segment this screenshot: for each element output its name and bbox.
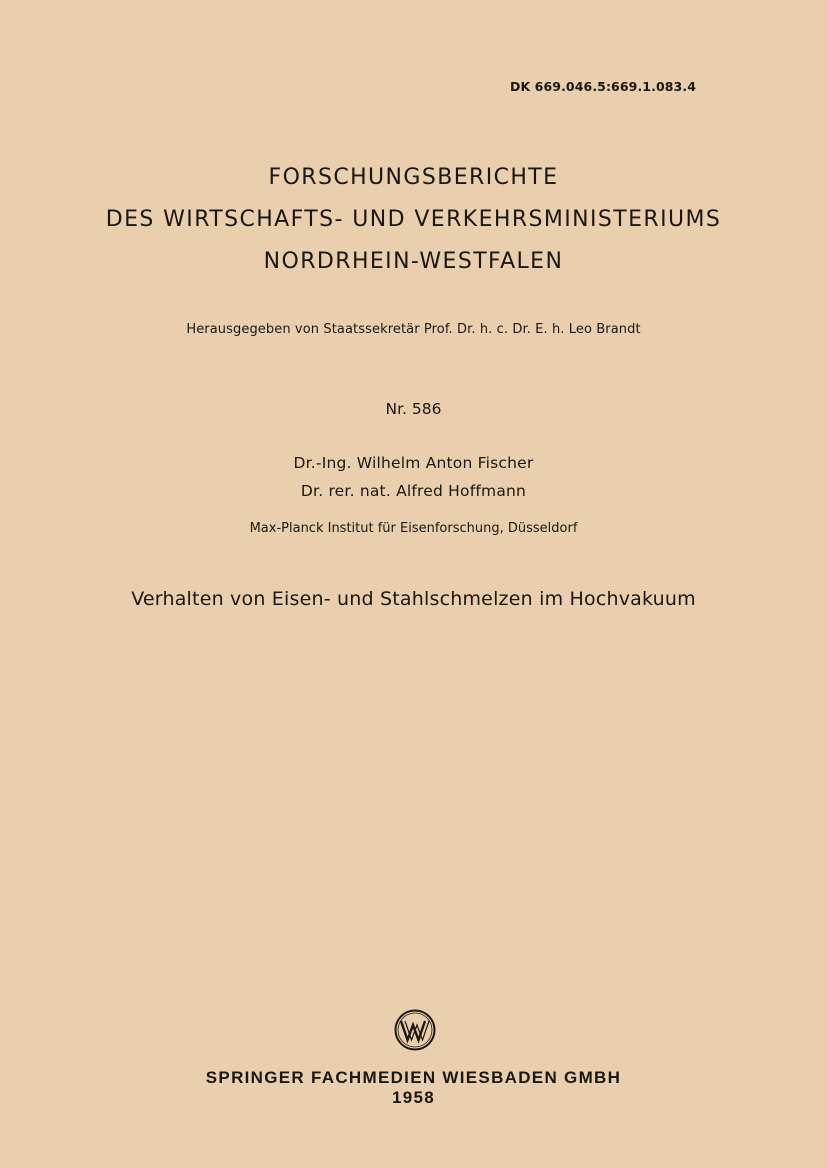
springer-logo-icon	[394, 1009, 436, 1051]
publication-year: 1958	[391, 1088, 436, 1107]
series-title-line-3: NORDRHEIN-WESTFALEN	[263, 249, 564, 274]
series-title-line-2: DES WIRTSCHAFTS- UND VERKEHRSMINISTERIUMS	[105, 207, 722, 232]
classification-code: DK 669.046.5:669.1.083.4	[509, 79, 696, 94]
institute: Max-Planck Institut für Eisenforschung, Düsseldorf	[249, 521, 578, 536]
author-1: Dr.-Ing. Wilhelm Anton Fischer	[293, 454, 534, 472]
book-title: Verhalten von Eisen- und Stahlschmelzen im Hochvakuum	[131, 588, 696, 610]
series-title-line-1: FORSCHUNGSBERICHTE	[268, 165, 559, 190]
editor-line: Herausgegeben von Staatssekretär Prof. Dr. h. c. Dr. E. h. Leo Brandt	[186, 322, 641, 337]
publisher-name: SPRINGER FACHMEDIEN WIESBADEN GMBH	[205, 1068, 622, 1087]
author-2: Dr. rer. nat. Alfred Hoffmann	[300, 482, 527, 500]
report-number: Nr. 586	[385, 400, 442, 418]
